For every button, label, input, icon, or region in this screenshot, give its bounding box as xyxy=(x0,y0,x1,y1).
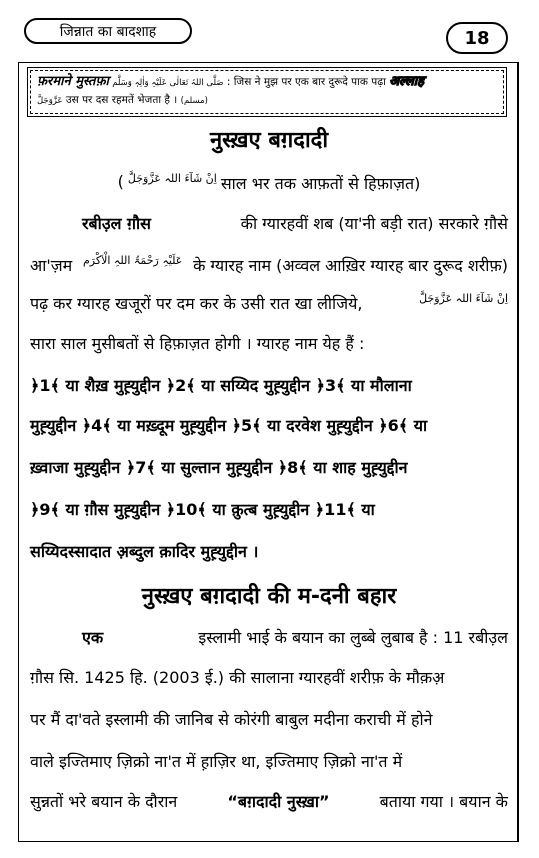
para-line-3 xyxy=(30,292,508,314)
allah-word: अल्लाह xyxy=(389,74,425,89)
para-line-1-text: की ग्यारहवीं शब (या'नी बड़ी रात) सरकारे ग़ौसे xyxy=(240,214,508,233)
subtitle-arabic: اِنْ شَآءَ اللہ عَزَّوَجَلَّ xyxy=(127,172,217,185)
names-line-3: ख़्वाजा मुह़्युद्दीन ﴿7﴾ या सुल्तान मुह़्युद्दीन ﴿8﴾ या शाह मुह़्युद्दीन xyxy=(30,458,408,477)
para-line-1 xyxy=(30,212,508,234)
s2-line-5-b: बताया गया । बयान के xyxy=(379,792,508,811)
names-line-1: ﴿1﴾ या शैख़ मुह़्युद्दीन ﴿2﴾ या सय्यिद मुह़्युद्दीन ﴿3﴾ या मौलाना xyxy=(30,376,412,395)
names-line-2: मुह़्युद्दीन ﴿4﴾ या मख़्दूम मुह़्युद्दीन ﴿5﴾ या दरवेश मुह़्युद्दीन ﴿6﴾ या xyxy=(30,416,428,435)
subtitle-text: साल भर तक आफ़तों से हिफ़ाज़त) xyxy=(220,174,421,193)
s2-line-2: ग़ौस सि. 1425 हि. (2003 ई.) की सालाना ग्यारहवीं शरीफ़ के मौक़अ़ xyxy=(30,668,445,687)
para-line-2-a: आ'ज़म xyxy=(30,256,73,275)
page-number: 18 xyxy=(446,22,508,54)
section1-title: नुस्ख़ए बग़दादी xyxy=(209,128,329,153)
para-line-2-b: के ग्यारह नाम (अव्वल आख़िर ग्यारह बार दुरूद शरीफ़) xyxy=(193,256,508,275)
names-line-4: ﴿9﴾ या ग़ौस मुह़्युद्दीन ﴿10﴾ या क़ुत्ब मुह़्युद्दीन ﴿11﴾ या xyxy=(30,500,375,519)
hadith-source: (مسلم) xyxy=(180,96,208,106)
rabiul-ghaus: रबीउ़ल ग़ौस xyxy=(82,214,151,233)
azzawajal-arabic: عَزَّوَجَلَّ xyxy=(37,96,63,106)
s2-line-5 xyxy=(30,790,508,812)
names-line-5: सय्यिदस्सादात अ़ब्दुल क़ादिर मुह़्युद्दीन । xyxy=(30,542,259,561)
para-line-4 xyxy=(30,332,508,354)
s2-line-1-lead: एक xyxy=(82,628,104,647)
section2-title: नुस्ख़ए बग़दादी की म-दनी बहार xyxy=(141,584,397,609)
para-line-3-arabic: اِنْ شَآءَ اللہ عَزَّوَجَلَّ xyxy=(419,292,508,305)
s2-line-5-a: सुन्नतों भरे बयान के दौरान xyxy=(30,792,178,811)
para-line-3-text: पढ़ कर ग्यारह खजूरों पर दम कर के उसी रात खा लीजिये, xyxy=(30,294,363,313)
para-line-4-text: सारा साल मुसीबतों से हिफ़ाज़त होगी । ग्यारह नाम येह हैं : xyxy=(30,334,365,353)
hadith-text-1: : जिस ने मुझ पर एक बार दुरूदे पाक पढ़ा xyxy=(226,76,386,88)
baghdadi-nuskha: “बग़दादी नुस्ख़ा” xyxy=(227,792,330,811)
s2-line-3: पर मैं दा'वते इस्लामी की जानिब से कोरंगी बाबुल मदीना कराची में होने xyxy=(30,710,433,729)
s2-line-4: वाले इज्तिमाए ज़िक्रो ना'त में ह़ाज़िर था, इज्तिमाए ज़िक्रो ना'त में xyxy=(30,752,403,771)
s2-line-1-text: इस्लामी भाई के बयान का लुब्बे लुबाब है : 11 रबीउ़ल xyxy=(198,628,508,647)
hadith-label: फ़रमाने मुस्तफ़ा xyxy=(37,74,109,89)
book-title-header: जिन्नात का बादशाह xyxy=(24,18,192,44)
hadith-line-2 xyxy=(37,92,497,110)
salutation-arabic: صَلَّی اللہُ تَعَالٰی عَلَیْہِ وَاٰلِہٖ وَسَلَّم xyxy=(112,78,224,88)
para-line-2-arabic: عَلَیْہِ رَحْمَۃُ اللہِ الْاَکْرَم xyxy=(82,254,183,267)
hadith-text-2: उस पर दस रहमतें भेजता है । xyxy=(65,94,178,106)
hadith-line-1 xyxy=(37,73,497,92)
section1-subtitle xyxy=(30,172,508,194)
subtitle-open: ( xyxy=(117,172,124,191)
para-line-2 xyxy=(30,254,508,276)
s2-line-1 xyxy=(30,626,508,648)
hadith-box xyxy=(30,70,504,114)
